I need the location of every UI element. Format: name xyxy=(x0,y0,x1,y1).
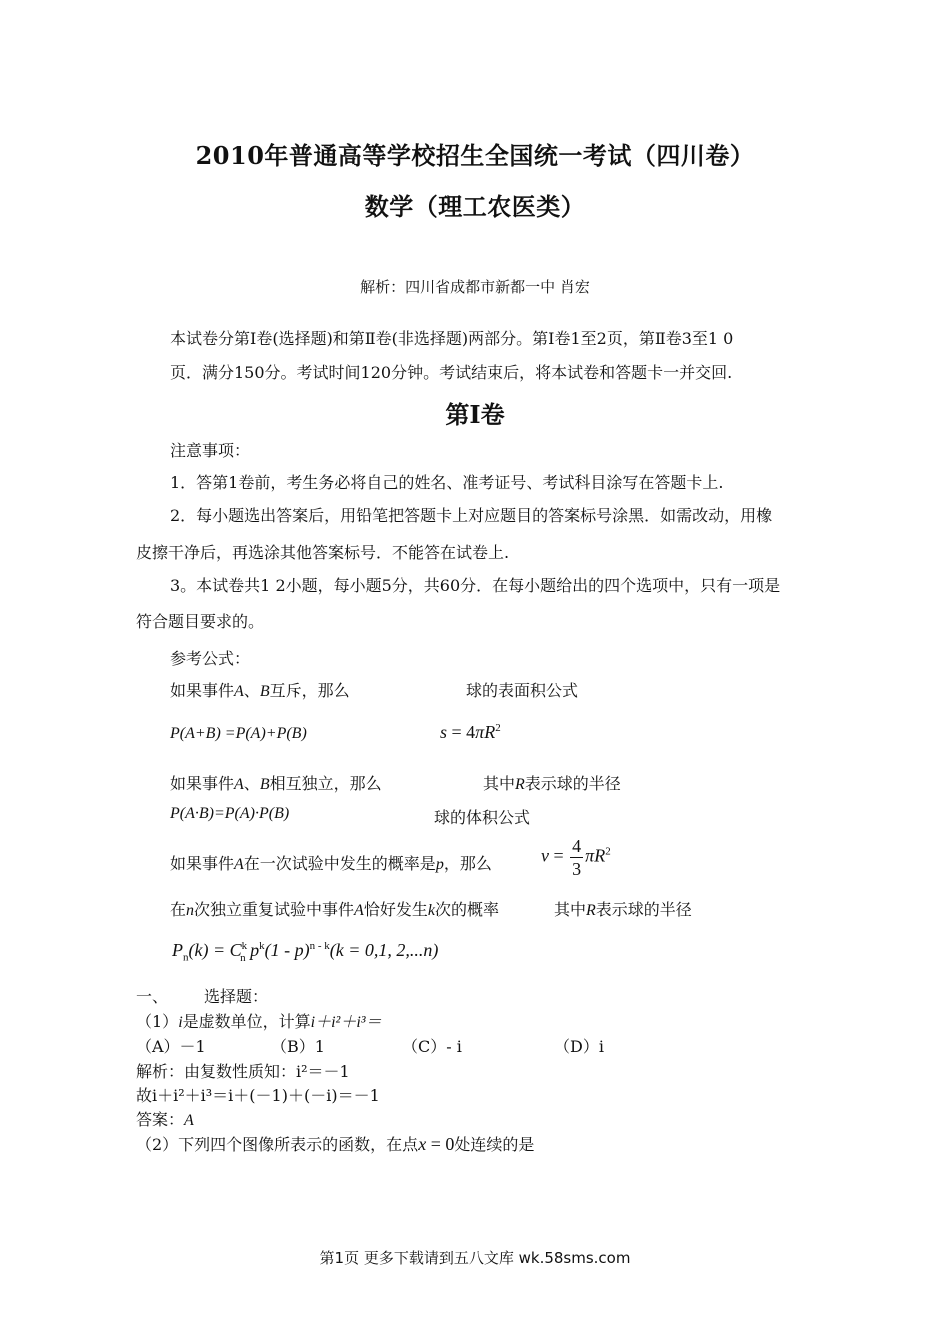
exponent: 2 xyxy=(605,845,611,858)
var-x: x xyxy=(418,1134,427,1154)
separator: 、 xyxy=(243,774,260,793)
formula-text: 互斥，那么 xyxy=(269,681,350,700)
superscript: k xyxy=(259,940,265,952)
note-text: 表示球的半径 xyxy=(524,774,621,793)
equals: = 0 xyxy=(426,1134,455,1154)
formula-text: 相互独立，那么 xyxy=(269,774,382,793)
formula-text: 如果事件 xyxy=(170,681,235,700)
formula-text: 如果事件 xyxy=(170,774,235,793)
section-title: 选择题： xyxy=(204,987,269,1006)
analyst-credit: 解析：四川省成都市新都一中 肖宏 xyxy=(360,278,590,296)
notes-heading: 注意事项： xyxy=(170,441,251,460)
sphere-area-label: 球的表面积公式 xyxy=(466,681,579,700)
question-expression: i＋i²＋i³＝ xyxy=(310,1014,382,1031)
formula-text: 恰好发生 xyxy=(363,900,428,919)
note-item-2-line-1: 2．每小题选出答案后，用铅笔把答题卡上对应题目的答案标号涂黑．如需改动，用橡 xyxy=(170,506,773,525)
binom-part: (1 - p) xyxy=(264,940,310,960)
note-item-3-line-1: 3。本试卷共1 2小题，每小题5分，共60分．在每小题给出的四个选项中，只有一项是 xyxy=(170,576,781,595)
separator: 、 xyxy=(243,681,260,700)
var-v: v xyxy=(541,845,549,866)
formula-text: ，那么 xyxy=(443,854,492,873)
formula-repeated-trials xyxy=(170,897,499,920)
sphere-volume-formula xyxy=(541,837,611,878)
equals: = xyxy=(549,845,569,866)
page-footer: 第1页 更多下载请到五八文库 wk.58sms.com xyxy=(319,1249,631,1267)
var-s: s xyxy=(440,722,448,742)
var-p-cap: P xyxy=(172,940,183,960)
note-text: 其中 xyxy=(483,774,516,793)
intro-line-1: 本试卷分第Ⅰ卷(选择题)和第Ⅱ卷(非选择题)两部分。第Ⅰ卷1至2页，第Ⅱ卷3至1 0 xyxy=(170,329,734,348)
binom-part: p xyxy=(245,940,260,960)
radius-note-2 xyxy=(554,897,692,920)
var-r: R xyxy=(586,902,596,919)
section-heading: 第Ⅰ卷 xyxy=(445,400,505,429)
section-number: 一、 xyxy=(136,987,169,1006)
formula-text: 如果事件 xyxy=(170,854,235,873)
sphere-area-formula xyxy=(440,722,501,743)
question-text: （2）下列四个图像所表示的函数，在点 xyxy=(136,1135,419,1154)
binom-part: (k) = C xyxy=(188,940,242,960)
formula-text: 次独立重复试验中事件 xyxy=(194,900,355,919)
formulas-heading: 参考公式： xyxy=(170,649,251,668)
formula-exclusive-condition xyxy=(170,678,350,701)
var-n: n xyxy=(186,902,195,919)
note-item-2-line-2: 皮擦干净后，再选涂其他答案标号．不能答在试卷上. xyxy=(136,543,510,562)
denominator: 3 xyxy=(572,859,582,879)
question-number: （1） xyxy=(136,1012,179,1031)
radius-note-1 xyxy=(483,771,621,794)
formula-single-trial xyxy=(170,851,492,874)
question-2 xyxy=(136,1132,534,1155)
question-text: 是虚数单位，计算 xyxy=(182,1012,311,1031)
exponent: 2 xyxy=(495,722,501,734)
event-a: A xyxy=(234,856,244,873)
var-p: p xyxy=(435,856,444,873)
event-b: B xyxy=(259,683,270,700)
event-a: A xyxy=(234,776,244,793)
note-item-1: 1．答第1卷前，考生务必将自己的姓名、准考证号、考试科目涂写在答题卡上. xyxy=(170,473,724,492)
answer-label: 答案： xyxy=(136,1110,185,1129)
binomial-formula xyxy=(172,940,438,964)
var-r: R xyxy=(484,722,496,742)
var-i: i xyxy=(178,1014,183,1031)
q1-answer xyxy=(136,1107,194,1130)
event-a: A xyxy=(354,902,364,919)
numerator: 4 xyxy=(572,836,582,856)
answer-value: A xyxy=(184,1112,194,1129)
pi-symbol: π xyxy=(475,722,485,742)
binom-part: (k = 0,1, 2,...n) xyxy=(329,940,439,960)
event-b: B xyxy=(259,776,270,793)
formula-text: 次的概率 xyxy=(434,900,499,919)
option-a: （A）－1 xyxy=(136,1037,206,1056)
question-1 xyxy=(136,1009,382,1032)
subscript: n xyxy=(240,951,246,964)
note-item-3-line-2: 符合题目要求的。 xyxy=(136,612,265,631)
sphere-volume-label: 球的体积公式 xyxy=(434,808,531,827)
fraction xyxy=(570,837,583,878)
document-subtitle: 数学（理工农医类） xyxy=(364,192,586,221)
formula-independent-condition xyxy=(170,771,382,794)
option-d: （D）i xyxy=(554,1037,604,1056)
note-text: 其中 xyxy=(554,900,587,919)
option-c: （C）- i xyxy=(402,1037,462,1056)
document-title: 2010年普通高等学校招生全国统一考试（四川卷） xyxy=(195,141,755,170)
formula-independent-product: P(A·B)=P(A)·P(B) xyxy=(170,805,290,822)
superscript: k xyxy=(241,940,248,952)
var-k: k xyxy=(427,902,435,919)
formula-text: 在一次试验中发生的概率是 xyxy=(243,854,436,873)
formula-exclusive-sum: P(A+B) =P(A)+P(B) xyxy=(170,725,307,742)
intro-line-2: 页．满分150分。考试时间120分钟。考试结束后，将本试卷和答题卡一并交回. xyxy=(170,363,733,382)
q1-derivation: 故i＋i²＋i³＝i＋(－1)＋(－i)＝－1 xyxy=(136,1086,380,1105)
subscript: n xyxy=(183,951,189,964)
superscript: n - k xyxy=(309,940,330,952)
pi-symbol: π xyxy=(585,845,595,866)
q1-analysis: 解析：由复数性质知：i²＝－1 xyxy=(136,1062,350,1081)
equals: = 4 xyxy=(447,722,476,742)
var-r: R xyxy=(594,845,606,866)
var-r: R xyxy=(515,776,525,793)
event-a: A xyxy=(234,683,244,700)
option-b: （B）1 xyxy=(271,1037,325,1056)
note-text: 表示球的半径 xyxy=(595,900,692,919)
question-text: 处连续的是 xyxy=(454,1135,535,1154)
formula-text: 在 xyxy=(170,900,187,919)
